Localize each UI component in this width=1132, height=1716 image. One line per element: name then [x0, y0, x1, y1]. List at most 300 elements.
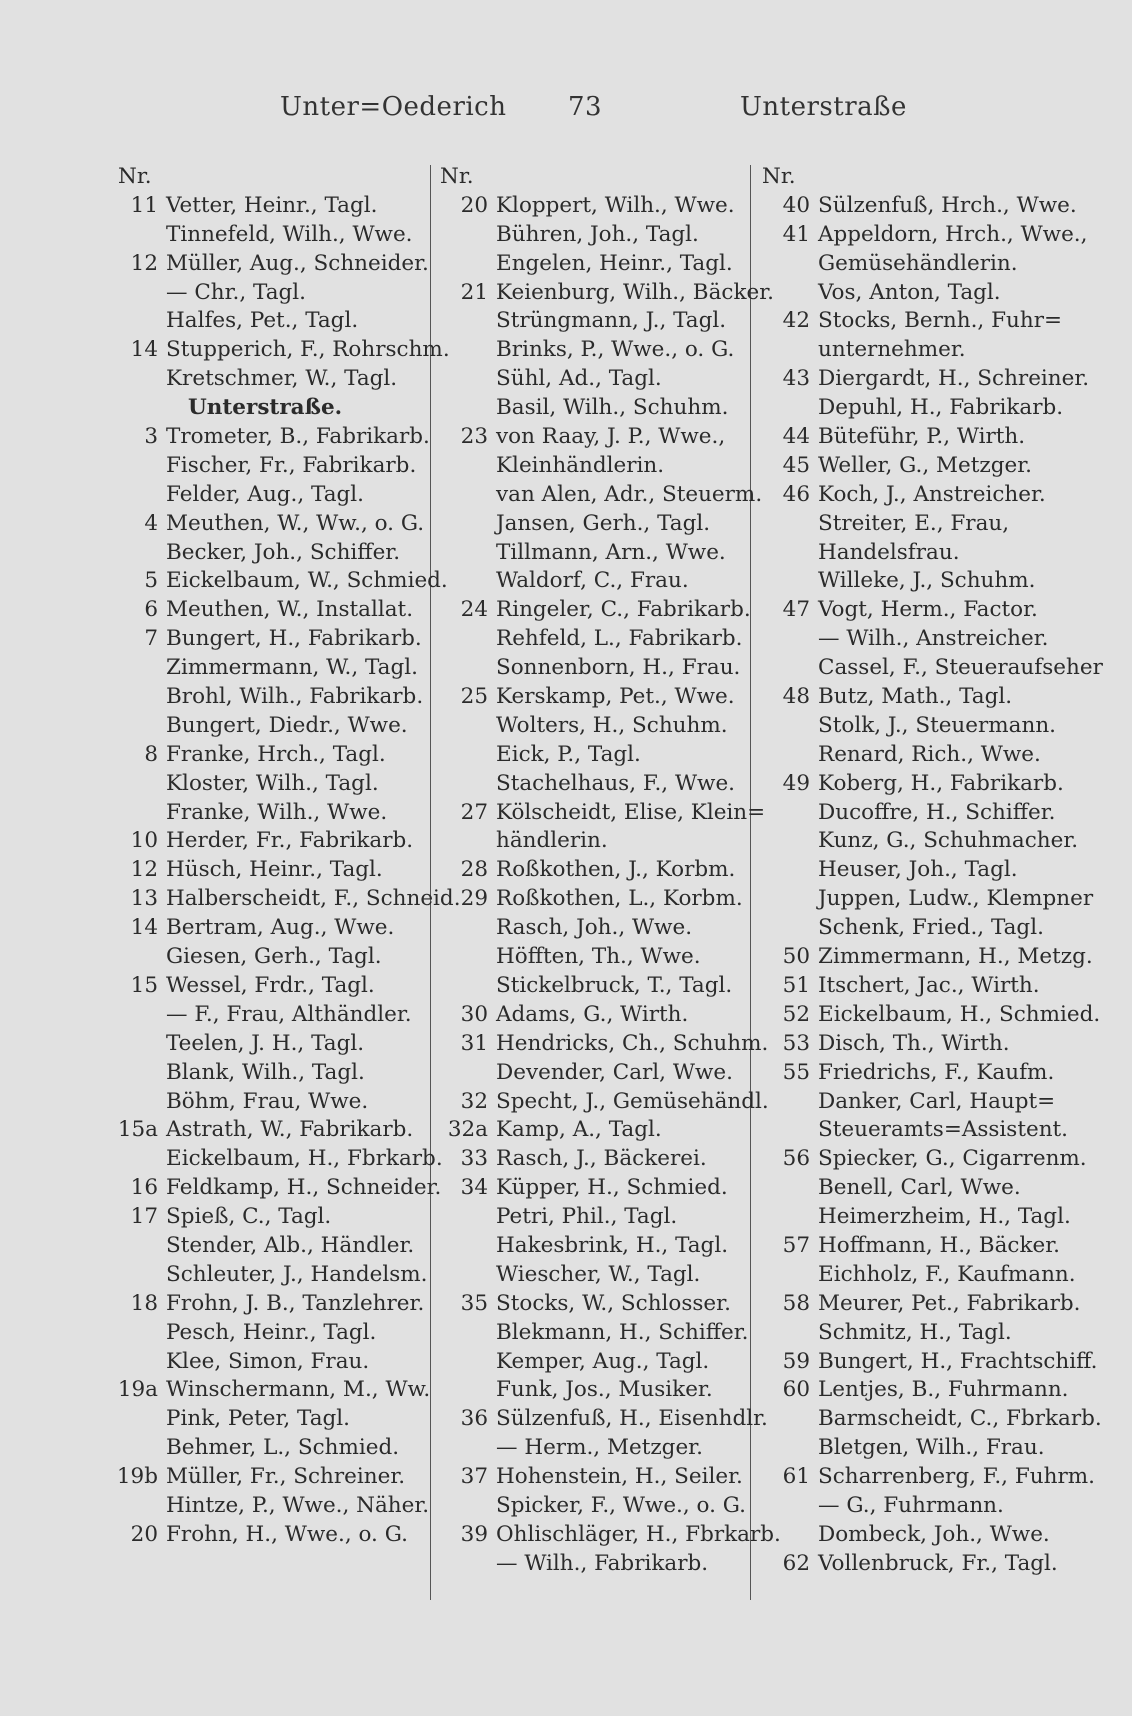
resident-entry: Felder, Aug., Tagl. — [166, 481, 365, 507]
house-number: 18 — [130, 1290, 158, 1316]
directory-entry — [440, 1059, 752, 1088]
directory-entry — [440, 885, 752, 914]
directory-entry — [440, 1492, 752, 1521]
resident-entry: Rasch, Joh., Wwe. — [496, 915, 693, 941]
directory-entry — [762, 741, 1102, 770]
house-number: 4 — [144, 510, 158, 536]
column-2 — [440, 163, 781, 1579]
resident-entry: Adams, G., Wirth. — [496, 1001, 689, 1027]
resident-entry: Ringeler, C., Fabrikarb. — [496, 597, 751, 623]
directory-entry — [110, 799, 430, 828]
directory-entry — [762, 1059, 1102, 1088]
directory-entry — [110, 1001, 430, 1030]
resident-entry: Bletgen, Wilh., Frau. — [818, 1435, 1045, 1461]
resident-entry: Kloppert, Wilh., Wwe. — [496, 192, 735, 218]
resident-entry: Müller, Fr., Schreiner. — [166, 1464, 406, 1490]
column-1 — [110, 163, 461, 1550]
directory-entry — [762, 1434, 1102, 1463]
resident-entry: Ducoffre, H., Schiffer. — [818, 799, 1056, 825]
resident-entry: Disch, Th., Wirth. — [818, 1030, 1010, 1056]
house-number: 56 — [782, 1146, 810, 1172]
resident-entry: van Alen, Adr., Steuerm. — [496, 481, 763, 507]
directory-entry — [110, 539, 430, 568]
directory-entry — [110, 365, 430, 394]
house-number: 52 — [782, 1001, 810, 1027]
resident-entry: Brinks, P., Wwe., o. G. — [496, 337, 735, 363]
resident-entry: Koch, J., Anstreicher. — [818, 481, 1046, 507]
directory-entry — [440, 654, 752, 683]
directory-entry — [110, 1030, 430, 1059]
resident-entry: Sülzenfuß, Hrch., Wwe. — [818, 192, 1077, 218]
resident-entry: Eickelbaum, W., Schmied. — [166, 568, 448, 594]
resident-entry: Cassel, F., Steueraufseher — [818, 655, 1103, 681]
directory-entry — [440, 1550, 752, 1579]
directory-entry — [110, 943, 430, 972]
directory-entry — [762, 596, 1102, 625]
resident-entry: Schenk, Fried., Tagl. — [818, 915, 1044, 941]
house-number: 19a — [117, 1377, 158, 1403]
house-number: 48 — [782, 684, 810, 710]
resident-entry: Sülzenfuß, H., Eisenhdlr. — [496, 1406, 768, 1432]
directory-entry — [110, 423, 430, 452]
directory-entry — [110, 567, 448, 596]
resident-entry: Specht, J., Gemüsehändl. — [496, 1088, 769, 1114]
nr-label: Nr. — [762, 164, 796, 189]
directory-entry — [440, 1232, 752, 1261]
resident-entry: unternehmer. — [818, 337, 966, 363]
directory-entry — [762, 943, 1102, 972]
house-number: 12 — [130, 250, 158, 276]
directory-entry — [440, 856, 752, 885]
resident-entry: Bühren, Joh., Tagl. — [496, 221, 699, 247]
resident-entry: Vetter, Heinr., Tagl. — [166, 192, 378, 218]
house-number: 14 — [130, 915, 158, 941]
directory-entry — [762, 423, 1102, 452]
resident-entry: Franke, Hrch., Tagl. — [166, 741, 386, 767]
resident-entry: Herder, Fr., Fabrikarb. — [166, 828, 414, 854]
resident-entry: Roßkothen, L., Korbm. — [496, 886, 743, 912]
house-number: 10 — [130, 828, 158, 854]
directory-entry — [110, 1059, 430, 1088]
directory-entry — [110, 1116, 430, 1145]
resident-entry: Diergardt, H., Schreiner. — [818, 366, 1090, 392]
directory-entry — [440, 712, 752, 741]
resident-entry: Petri, Phil., Tagl. — [496, 1204, 678, 1230]
directory-entry — [440, 1463, 752, 1492]
directory-entry — [110, 596, 430, 625]
resident-entry: — Chr., Tagl. — [166, 279, 307, 305]
directory-entry — [110, 1261, 430, 1290]
directory-entry — [440, 827, 752, 856]
directory-entry — [110, 827, 430, 856]
directory-entry — [762, 625, 1102, 654]
directory-entry — [762, 510, 1102, 539]
resident-entry: Renard, Rich., Wwe. — [818, 741, 1041, 767]
house-number: 28 — [460, 857, 488, 883]
resident-entry: Weller, G., Metzger. — [818, 452, 1032, 478]
resident-entry: Hüsch, Heinr., Tagl. — [166, 857, 383, 883]
house-number: 15a — [117, 1117, 158, 1143]
resident-entry: Küpper, H., Schmied. — [496, 1175, 728, 1201]
directory-entry — [440, 481, 763, 510]
resident-entry: Wiescher, W., Tagl. — [496, 1261, 701, 1287]
directory-entry — [440, 394, 752, 423]
directory-entry — [762, 799, 1102, 828]
house-number: 53 — [782, 1030, 810, 1056]
directory-entry — [110, 683, 430, 712]
resident-entry: Heimerzheim, H., Tagl. — [818, 1204, 1071, 1230]
resident-entry: Waldorf, C., Frau. — [496, 568, 689, 594]
directory-entry — [110, 972, 430, 1001]
house-number: 62 — [782, 1550, 810, 1576]
directory-entry — [762, 1088, 1102, 1117]
resident-entry: Astrath, W., Fabrikarb. — [166, 1117, 414, 1143]
directory-entry — [440, 1001, 752, 1030]
resident-entry: Roßkothen, J., Korbm. — [496, 857, 736, 883]
directory-entry — [440, 741, 752, 770]
resident-entry: Pink, Peter, Tagl. — [166, 1406, 351, 1432]
directory-entry — [762, 712, 1102, 741]
directory-entry — [440, 1348, 752, 1377]
resident-entry: Hakesbrink, H., Tagl. — [496, 1232, 729, 1258]
section-heading: Unterstraße. — [188, 395, 343, 421]
directory-entry — [110, 1174, 442, 1203]
directory-entry — [110, 1492, 430, 1521]
house-number: 23 — [460, 424, 488, 450]
resident-entry: Eick, P., Tagl. — [496, 741, 641, 767]
resident-entry: Stupperich, F., Rohrschm. — [166, 337, 450, 363]
resident-entry: Funk, Jos., Musiker. — [496, 1377, 713, 1403]
directory-entry — [110, 192, 430, 221]
resident-entry: Appeldorn, Hrch., Wwe., — [818, 221, 1088, 247]
directory-entry — [440, 596, 752, 625]
resident-entry: Steueramts=Assistent. — [818, 1117, 1069, 1143]
resident-entry: Eickelbaum, H., Fbrkarb. — [166, 1146, 443, 1172]
resident-entry: Hoffmann, H., Bäcker. — [818, 1232, 1060, 1258]
resident-entry: Bertram, Aug., Wwe. — [166, 915, 395, 941]
resident-entry: Höfften, Th., Wwe. — [496, 944, 701, 970]
directory-entry — [110, 510, 430, 539]
directory-entry — [440, 1088, 769, 1117]
resident-entry: Stocks, Bernh., Fuhr= — [818, 308, 1062, 334]
resident-entry: Frohn, H., Wwe., o. G. — [166, 1521, 408, 1547]
directory-entry — [762, 654, 1102, 683]
directory-entry — [440, 1203, 752, 1232]
directory-entry — [110, 712, 430, 741]
directory-entry — [110, 1376, 430, 1405]
resident-entry: Franke, Wilh., Wwe. — [166, 799, 388, 825]
directory-entry — [110, 885, 461, 914]
directory-entry — [440, 365, 752, 394]
directory-entry — [440, 1376, 752, 1405]
resident-entry: Fischer, Fr., Fabrikarb. — [166, 452, 417, 478]
directory-entry — [440, 192, 752, 221]
resident-entry: Handelsfrau. — [818, 539, 960, 565]
resident-entry: Pesch, Heinr., Tagl. — [166, 1319, 377, 1345]
house-number: 30 — [460, 1001, 488, 1027]
house-number: 5 — [144, 568, 158, 594]
directory-entry — [762, 452, 1102, 481]
resident-entry: Itschert, Jac., Wirth. — [818, 972, 1040, 998]
directory-entry — [110, 336, 450, 365]
directory-entry — [110, 770, 430, 799]
resident-entry: Zimmermann, W., Tagl. — [166, 655, 418, 681]
house-number: 3 — [144, 424, 158, 450]
directory-entry — [762, 336, 1102, 365]
house-number: 55 — [782, 1059, 810, 1085]
house-number: 34 — [460, 1175, 488, 1201]
resident-entry: Meuthen, W., Ww., o. G. — [166, 510, 425, 536]
resident-entry: Bungert, Diedr., Wwe. — [166, 712, 408, 738]
resident-entry: Kloster, Wilh., Tagl. — [166, 770, 379, 796]
resident-entry: Friedrichs, F., Kaufm. — [818, 1059, 1055, 1085]
directory-entry — [110, 856, 430, 885]
directory-entry — [110, 1434, 430, 1463]
directory-entry — [440, 1030, 769, 1059]
house-number: 57 — [782, 1232, 810, 1258]
directory-entry — [762, 1376, 1102, 1405]
resident-entry: — G., Fuhrmann. — [818, 1492, 1004, 1518]
directory-entry — [762, 683, 1102, 712]
house-number: 36 — [460, 1406, 488, 1432]
resident-entry: Tinnefeld, Wilh., Wwe. — [166, 221, 413, 247]
resident-entry: Meuthen, W., Installat. — [166, 597, 414, 623]
house-number: 61 — [782, 1464, 810, 1490]
resident-entry: Kleinhändlerin. — [496, 452, 665, 478]
house-number: 8 — [144, 741, 158, 767]
house-number: 13 — [130, 886, 158, 912]
directory-entry — [762, 221, 1102, 250]
house-number: 21 — [460, 279, 488, 305]
directory-entry — [762, 1521, 1102, 1550]
house-number: 37 — [460, 1464, 488, 1490]
header-left: Unter=Oederich — [280, 92, 507, 122]
directory-entry — [440, 1434, 752, 1463]
directory-entry — [110, 1203, 430, 1232]
resident-entry: Hendricks, Ch., Schuhm. — [496, 1030, 769, 1056]
directory-entry — [762, 1463, 1102, 1492]
house-number: 27 — [460, 799, 488, 825]
resident-entry: Kerskamp, Pet., Wwe. — [496, 684, 735, 710]
directory-entry — [110, 221, 430, 250]
resident-entry: Giesen, Gerh., Tagl. — [166, 944, 382, 970]
directory-entry — [440, 770, 752, 799]
resident-entry: Eickelbaum, H., Schmied. — [818, 1001, 1101, 1027]
resident-entry: Spiecker, G., Cigarrenm. — [818, 1146, 1087, 1172]
directory-entry — [110, 914, 430, 943]
resident-entry: Eichholz, F., Kaufmann. — [818, 1261, 1076, 1287]
directory-entry — [110, 279, 430, 308]
directory-entry — [440, 683, 752, 712]
column-3 — [762, 163, 1102, 1579]
header-right: Unterstraße — [740, 92, 907, 122]
resident-entry: Stachelhaus, F., Wwe. — [496, 770, 736, 796]
directory-entry — [110, 1405, 430, 1434]
resident-entry: Devender, Carl, Wwe. — [496, 1059, 733, 1085]
house-number: 32 — [460, 1088, 488, 1114]
directory-entry — [110, 625, 430, 654]
house-number: 25 — [460, 684, 488, 710]
house-number: 20 — [460, 192, 488, 218]
resident-entry: Depuhl, H., Fabrikarb. — [818, 395, 1064, 421]
directory-entry — [440, 943, 752, 972]
directory-entry — [762, 1001, 1102, 1030]
directory-entry — [110, 452, 430, 481]
resident-entry: Willeke, J., Schuhm. — [818, 568, 1036, 594]
resident-entry: Spieß, C., Tagl. — [166, 1204, 332, 1230]
directory-entry — [440, 799, 766, 828]
directory-entry — [440, 1319, 752, 1348]
resident-entry: Wessel, Frdr., Tagl. — [166, 972, 375, 998]
directory-entry — [440, 625, 752, 654]
resident-entry: Vogt, Herm., Factor. — [818, 597, 1038, 623]
resident-entry: Behmer, L., Schmied. — [166, 1435, 400, 1461]
resident-entry: Klee, Simon, Frau. — [166, 1348, 370, 1374]
house-number: 24 — [460, 597, 488, 623]
resident-entry: Wolters, H., Schuhm. — [496, 712, 728, 738]
resident-entry: Sühl, Ad., Tagl. — [496, 366, 662, 392]
resident-entry: Müller, Aug., Schneider. — [166, 250, 429, 276]
house-number: 45 — [782, 452, 810, 478]
resident-entry: Bungert, H., Fabrikarb. — [166, 626, 422, 652]
directory-entry — [762, 770, 1102, 799]
resident-entry: — Wilh., Anstreicher. — [818, 626, 1049, 652]
resident-entry: Tillmann, Arn., Wwe. — [496, 539, 726, 565]
resident-entry: Brohl, Wilh., Fabrikarb. — [166, 684, 424, 710]
resident-entry: Lentjes, B., Fuhrmann. — [818, 1377, 1069, 1403]
directory-entry — [440, 567, 752, 596]
page-number: 73 — [568, 92, 603, 122]
resident-entry: Feldkamp, H., Schneider. — [166, 1175, 442, 1201]
house-number: 40 — [782, 192, 810, 218]
resident-entry: Benell, Carl, Wwe. — [818, 1175, 1021, 1201]
house-number: 50 — [782, 944, 810, 970]
nr-label: Nr. — [440, 164, 474, 189]
resident-entry: Vollenbruck, Fr., Tagl. — [818, 1550, 1058, 1576]
directory-entry — [762, 365, 1102, 394]
resident-entry: Blank, Wilh., Tagl. — [166, 1059, 365, 1085]
resident-entry: Meurer, Pet., Fabrikarb. — [818, 1290, 1081, 1316]
house-number: 39 — [460, 1521, 488, 1547]
directory-entry — [110, 1088, 430, 1117]
directory-entry — [762, 1145, 1102, 1174]
resident-entry: Büteführ, P., Wirth. — [818, 424, 1026, 450]
resident-entry: Hintze, P., Wwe., Näher. — [166, 1492, 430, 1518]
resident-entry: Jansen, Gerh., Tagl. — [496, 510, 711, 536]
house-number: 42 — [782, 308, 810, 334]
resident-entry: Frohn, J. B., Tanzlehrer. — [166, 1290, 425, 1316]
resident-entry: Halfes, Pet., Tagl. — [166, 308, 359, 334]
resident-entry: von Raay, J. P., Wwe., — [496, 424, 726, 450]
resident-entry: Danker, Carl, Haupt= — [818, 1088, 1056, 1114]
resident-entry: — F., Frau, Althändler. — [166, 1001, 412, 1027]
resident-entry: Juppen, Ludw., Klempner — [818, 886, 1094, 912]
directory-entry — [762, 394, 1102, 423]
directory-entry — [110, 1463, 430, 1492]
directory-entry — [440, 1261, 752, 1290]
directory-entry — [440, 1174, 752, 1203]
resident-entry: Heuser, Joh., Tagl. — [818, 857, 1018, 883]
house-number: 58 — [782, 1290, 810, 1316]
directory-entry — [110, 250, 430, 279]
directory-entry — [440, 972, 752, 1001]
house-number: 7 — [144, 626, 158, 652]
resident-entry: Sonnenborn, H., Frau. — [496, 655, 741, 681]
resident-entry: Stocks, W., Schlosser. — [496, 1290, 731, 1316]
house-number: 49 — [782, 770, 810, 796]
directory-entry — [440, 279, 774, 308]
directory-entry — [110, 741, 430, 770]
resident-entry: Hohenstein, H., Seiler. — [496, 1464, 743, 1490]
directory-entry — [440, 1521, 781, 1550]
directory-entry — [440, 250, 752, 279]
house-number: 19b — [116, 1464, 158, 1490]
house-number: 43 — [782, 366, 810, 392]
house-number: 14 — [130, 337, 158, 363]
directory-entry — [762, 1030, 1102, 1059]
resident-entry: Rasch, J., Bäckerei. — [496, 1146, 707, 1172]
house-number: 12 — [130, 857, 158, 883]
resident-entry: Trometer, B., Fabrikarb. — [166, 424, 430, 450]
resident-entry: Kretschmer, W., Tagl. — [166, 366, 398, 392]
directory-entry — [110, 1290, 430, 1319]
house-number: 59 — [782, 1348, 810, 1374]
resident-entry: Spicker, F., Wwe., o. G. — [496, 1492, 747, 1518]
resident-entry: Zimmermann, H., Metzg. — [818, 944, 1093, 970]
directory-entry — [762, 307, 1102, 336]
resident-entry: Gemüsehändlerin. — [818, 250, 1018, 276]
resident-entry: Stender, Alb., Händler. — [166, 1232, 415, 1258]
directory-entry — [762, 1261, 1102, 1290]
directory-entry — [762, 1203, 1102, 1232]
directory-entry — [440, 1145, 752, 1174]
resident-entry: Butz, Math., Tagl. — [818, 684, 1013, 710]
directory-entry — [762, 481, 1102, 510]
house-number: 20 — [130, 1521, 158, 1547]
directory-entry — [110, 1348, 430, 1377]
resident-entry: Rehfeld, L., Fabrikarb. — [496, 626, 743, 652]
directory-entry — [762, 1492, 1102, 1521]
resident-entry: Kamp, A., Tagl. — [496, 1117, 662, 1143]
directory-entry — [762, 250, 1102, 279]
directory-entry — [110, 481, 430, 510]
house-number: 17 — [130, 1204, 158, 1230]
house-number: 6 — [144, 597, 158, 623]
house-number: 35 — [460, 1290, 488, 1316]
directory-entry — [110, 654, 430, 683]
directory-entry — [762, 1116, 1102, 1145]
resident-entry: Ohlischläger, H., Fbrkarb. — [496, 1521, 781, 1547]
house-number: 41 — [782, 221, 810, 247]
directory-entry — [440, 539, 752, 568]
directory-entry — [440, 221, 752, 250]
resident-entry: Winschermann, M., Ww. — [166, 1377, 431, 1403]
resident-entry: Streiter, E., Frau, — [818, 510, 1010, 536]
resident-entry: Scharrenberg, F., Fuhrm. — [818, 1464, 1095, 1490]
directory-entry — [762, 972, 1102, 1001]
house-number: 16 — [130, 1175, 158, 1201]
resident-entry: Koberg, H., Fabrikarb. — [818, 770, 1064, 796]
resident-entry: Teelen, J. H., Tagl. — [166, 1030, 365, 1056]
house-number: 32a — [447, 1117, 488, 1143]
house-number: 33 — [460, 1146, 488, 1172]
directory-entry — [440, 1405, 768, 1434]
directory-entry — [762, 827, 1102, 856]
directory-entry — [762, 1174, 1102, 1203]
resident-entry: Keienburg, Wilh., Bäcker. — [496, 279, 774, 305]
nr-label: Nr. — [118, 164, 152, 189]
directory-entry — [110, 1145, 443, 1174]
